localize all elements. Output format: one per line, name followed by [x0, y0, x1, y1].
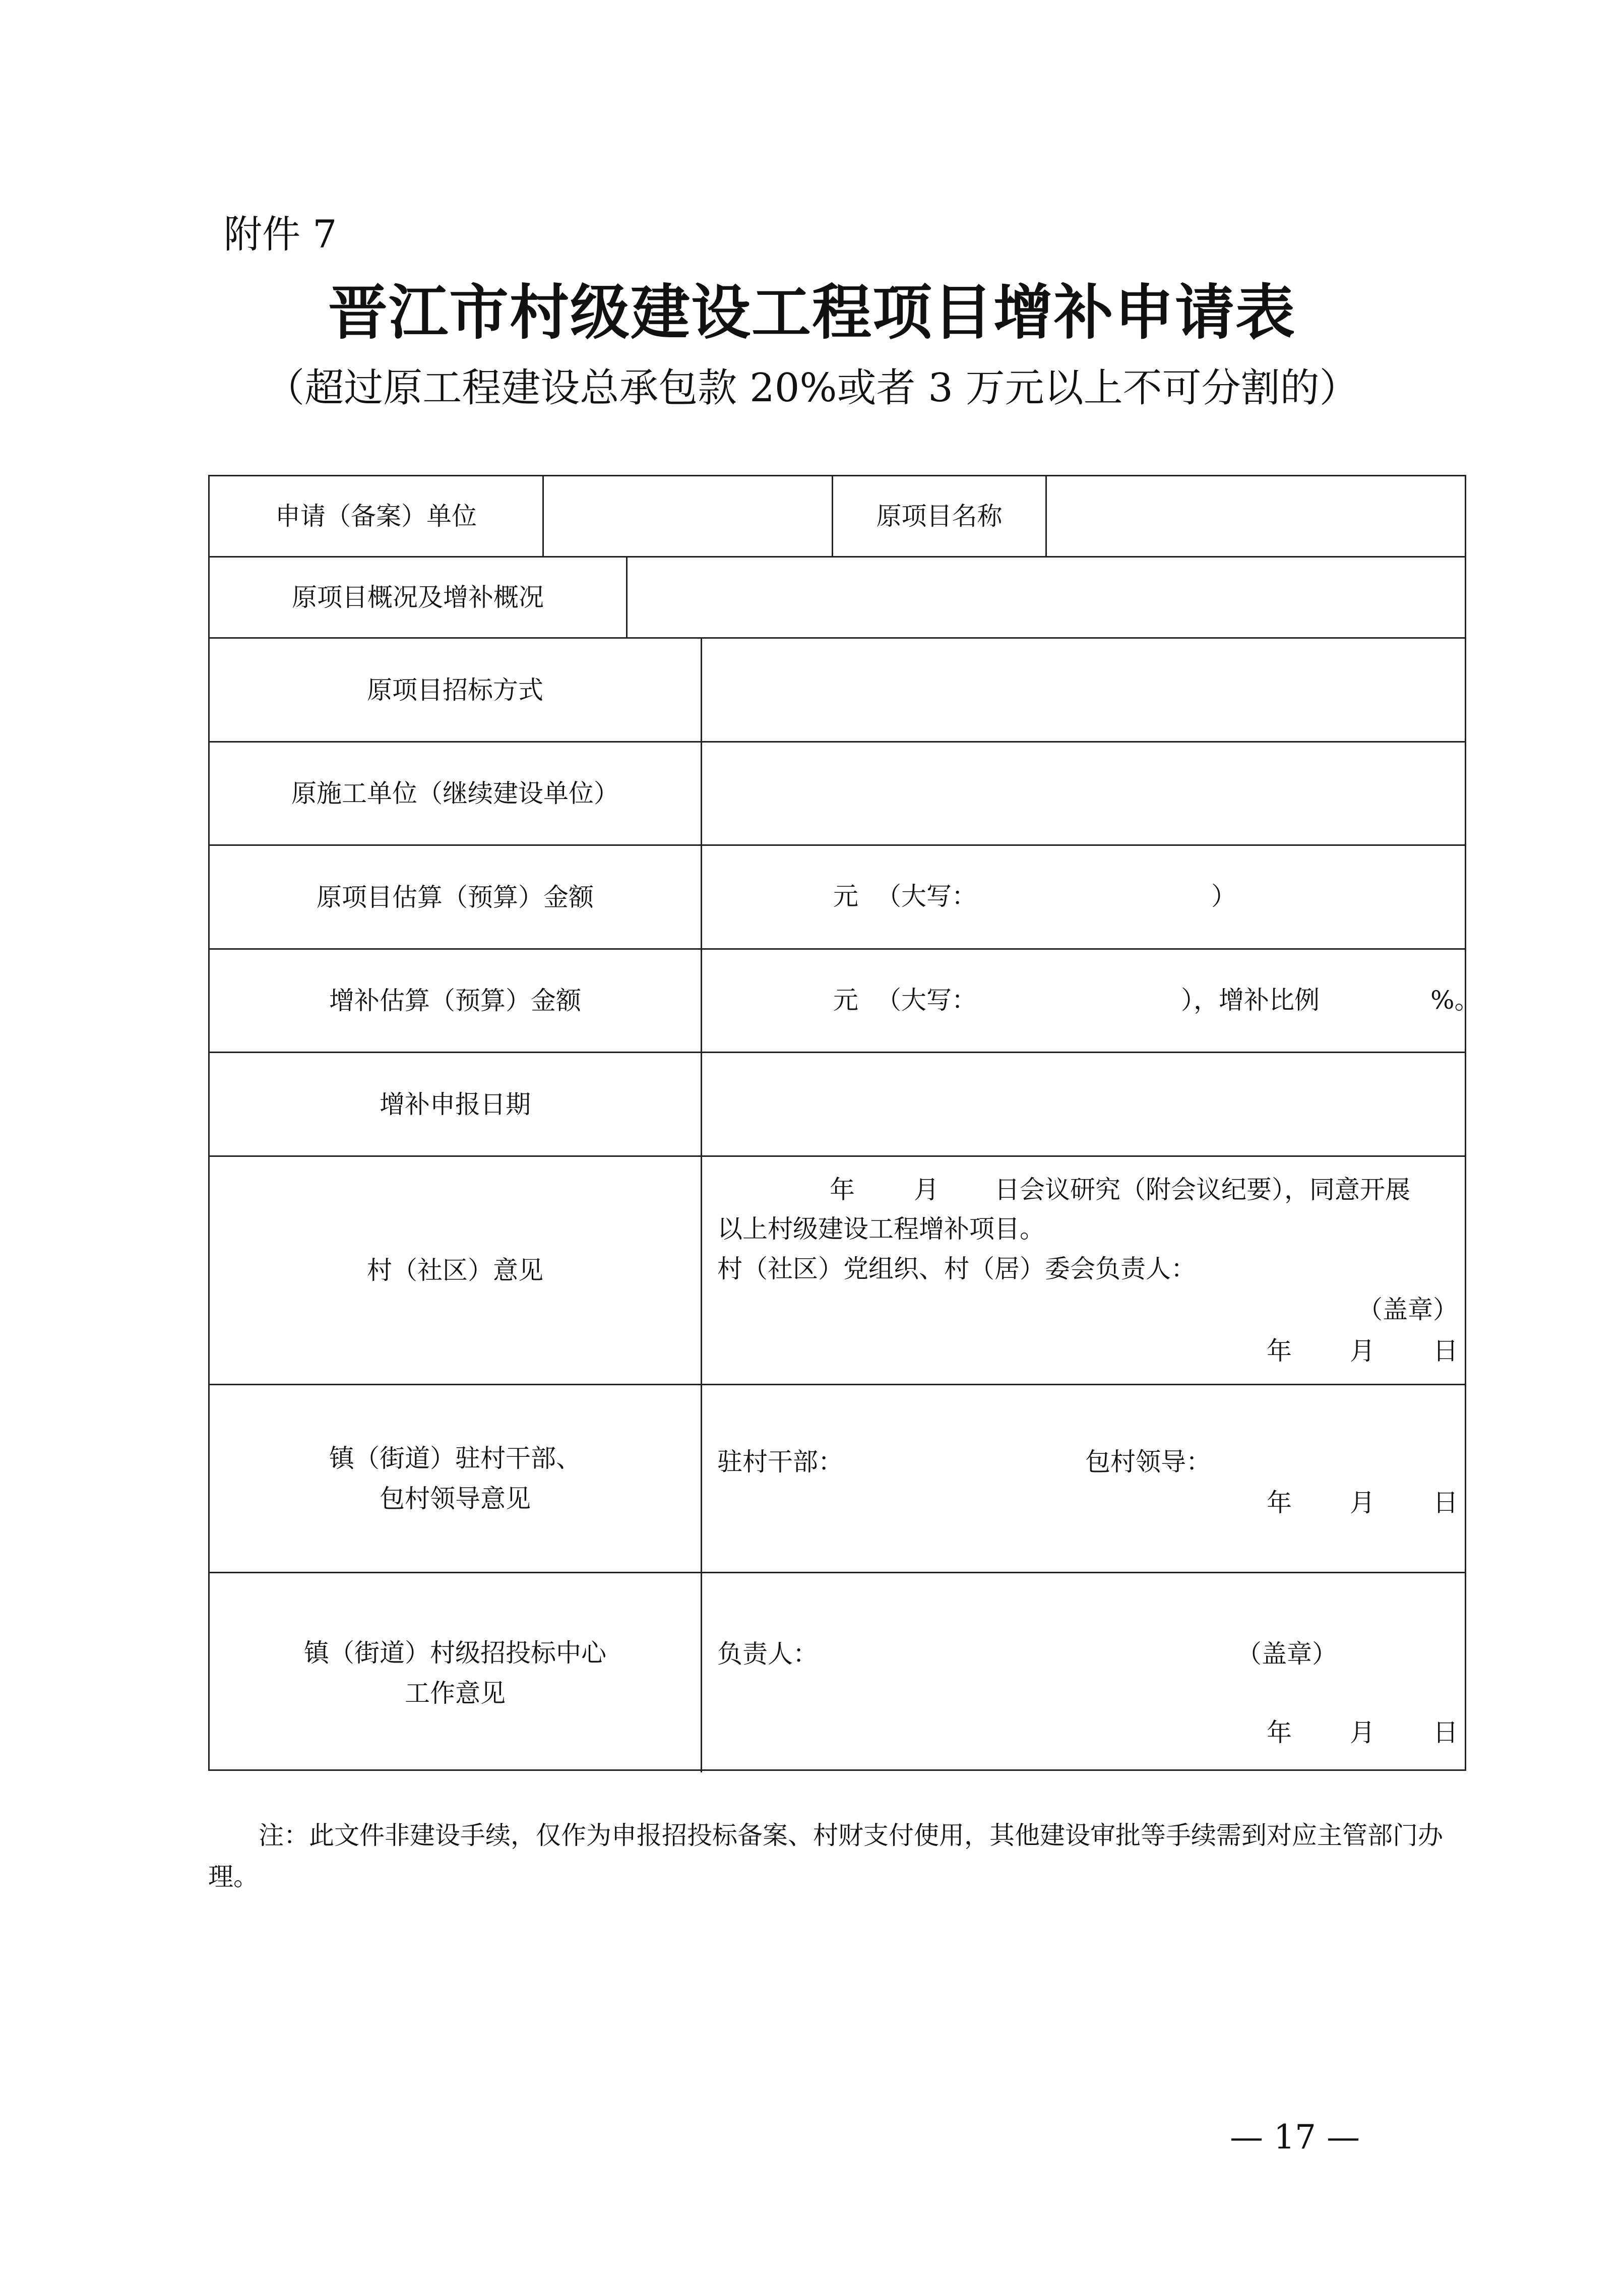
original-amount-field[interactable] [702, 846, 1465, 948]
supplement-amount-label: 增补估算（预算）金额 [210, 950, 702, 1052]
footnote-text: 注：此文件非建设手续，仅作为申报招投标备案、村财支付使用，其他建设审批等手续需到对应主管部门办理。 [208, 1821, 1443, 1891]
bidding-method-label: 原项目招标方式 [210, 639, 702, 741]
overview-field[interactable] [628, 558, 1465, 637]
village-opinion-year-1: 年 [830, 1175, 855, 1204]
form-row-bidding-center [210, 1573, 1465, 1772]
form-row-supplement-amount [210, 950, 1480, 1053]
overview-label: 原项目概况及增补概况 [210, 558, 628, 637]
bidding-center-month: 月 [1350, 1718, 1375, 1747]
town-cadre-month: 月 [1350, 1488, 1375, 1517]
town-cadre-year: 年 [1267, 1488, 1292, 1517]
page-subtitle: （超过原工程建设总承包款 20%或者 3 万元以上不可分割的） [265, 365, 1359, 411]
attachment-label: 附件 7 [224, 212, 337, 257]
supplement-percent: %。 [1430, 986, 1480, 1015]
contractor-label: 原施工单位（继续建设单位） [210, 743, 702, 844]
page-number: — 17 — [1230, 2118, 1360, 2157]
bidding-center-stamp: （盖章） [1236, 1639, 1337, 1669]
resident-cadre-label: 驻村干部： [717, 1447, 843, 1476]
town-cadre-label [210, 1385, 702, 1572]
supplement-amount-field[interactable] [702, 950, 1480, 1052]
supplement-amount-daxie: （大写： [876, 986, 977, 1015]
town-cadre-field[interactable] [702, 1385, 1465, 1572]
bidding-center-label-line2: 工作意见 [405, 1678, 506, 1708]
original-amount-yuan: 元 [833, 882, 858, 911]
form-row-overview [210, 558, 1465, 639]
page-title: 晋江市村级建设工程项目增补申请表 [328, 277, 1296, 347]
village-opinion-month-1: 月 [914, 1175, 939, 1204]
village-opinion-line3: 村（社区）党组织、村（居）委会负责人： [717, 1254, 1196, 1283]
application-form [208, 475, 1480, 1771]
village-opinion-month: 月 [1350, 1336, 1375, 1366]
village-opinion-line2: 以上村级建设工程增补项目。 [717, 1214, 1045, 1244]
applicant-label: 申请（备案）单位 [210, 476, 544, 556]
applicant-field[interactable] [544, 476, 833, 556]
village-opinion-line1: 日会议研究（附会议纪要），同意开展 [994, 1175, 1410, 1204]
supplement-ratio-label: ），增补比例 [1181, 986, 1320, 1015]
original-amount-daxie: （大写： [876, 882, 977, 911]
town-cadre-label-line2: 包村领导意见 [380, 1484, 531, 1513]
form-row-contractor [210, 743, 1465, 846]
original-project-name-field[interactable] [1047, 476, 1465, 556]
form-row-town-cadre [210, 1385, 1465, 1573]
supplement-amount-yuan: 元 [833, 986, 858, 1015]
declare-date-field[interactable] [702, 1053, 1465, 1155]
bidding-center-person-label: 负责人： [717, 1639, 818, 1669]
form-row-declare-date [210, 1053, 1465, 1157]
village-opinion-field[interactable] [702, 1157, 1465, 1384]
bidding-center-field[interactable] [702, 1573, 1465, 1772]
contractor-field[interactable] [702, 743, 1465, 844]
form-row-original-amount [210, 846, 1465, 950]
bidding-method-field[interactable] [702, 639, 1465, 741]
form-row-applicant [210, 476, 1465, 558]
original-project-name-label: 原项目名称 [833, 476, 1047, 556]
bidding-center-day: 日 [1433, 1718, 1458, 1747]
bidding-center-year: 年 [1267, 1718, 1292, 1747]
footnote [208, 1815, 1466, 1897]
village-opinion-stamp: （盖章） [1357, 1295, 1458, 1324]
form-row-village-opinion [210, 1157, 1465, 1385]
declare-date-label: 增补申报日期 [210, 1053, 702, 1155]
town-cadre-label-line1: 镇（街道）驻村干部、 [329, 1444, 581, 1473]
village-opinion-year: 年 [1267, 1336, 1292, 1366]
bidding-center-label [210, 1573, 702, 1772]
original-amount-close: ） [1211, 882, 1236, 911]
village-opinion-label: 村（社区）意见 [210, 1157, 702, 1384]
original-amount-label: 原项目估算（预算）金额 [210, 846, 702, 948]
village-leader-label: 包村领导： [1085, 1447, 1211, 1476]
village-opinion-day: 日 [1433, 1336, 1458, 1366]
town-cadre-day: 日 [1433, 1488, 1458, 1517]
bidding-center-label-line1: 镇（街道）村级招投标中心 [304, 1638, 606, 1668]
form-row-bidding-method [210, 639, 1465, 743]
